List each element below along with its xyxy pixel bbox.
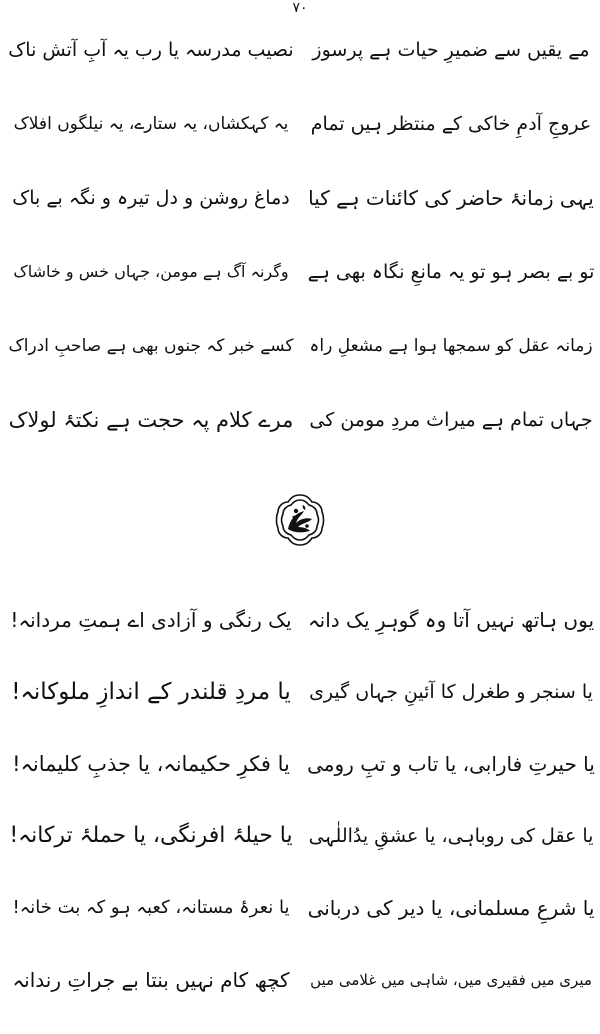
couplet: [0, 240, 600, 314]
verse-first-line: میری میں فقیری میں، شاہی میں غلامی میں: [310, 971, 592, 989]
couplet: [0, 314, 600, 388]
floral-medallion-icon: [274, 493, 326, 547]
verse-second-line: کسے خبر کہ جنوں بھی ہے صاحبِ ادراک: [8, 336, 294, 356]
couplet: [0, 588, 600, 660]
verse-second-line: مرے کلام پہ حجت ہے نکتۂ لولاک: [8, 408, 294, 432]
verse-first-line: زمانہ عقل کو سمجھا ہوا ہے مشعلِ راہ: [309, 336, 593, 356]
verse-second-line: یا فکرِ حکیمانہ، یا جذبِ کلیمانہ!: [12, 752, 290, 776]
couplet: [0, 166, 600, 240]
verse-first-line: یہی زمانۂ حاضر کی کائنات ہے کیا: [308, 186, 594, 210]
verse-first-line: یا سنجر و طغرل کا آئینِ جہاں گیری: [309, 681, 593, 703]
verse-second-line: یہ کہکشاں، یہ ستارے، یہ نیلگوں افلاک: [13, 114, 289, 134]
poem-1: [0, 18, 600, 462]
couplet: [0, 660, 600, 732]
couplet: [0, 18, 600, 92]
verse-first-line: یا عقل کی روباہی، یا عشقِ یدُاللٰہی: [308, 825, 594, 847]
couplet: [0, 876, 600, 948]
verse-second-line: کچھ کام نہیں بنتا بے جراتِ رندانہ: [12, 968, 290, 992]
verse-second-line: وگرنہ آگ ہے مومن، جہاں خس و خاشاک: [13, 262, 289, 281]
page-number: ۷۰: [292, 0, 308, 16]
verse-first-line: یوں ہاتھ نہیں آتا وہ گوہرِ یک دانہ: [307, 608, 595, 632]
verse-second-line: یا حیلۂ افرنگی، یا حملۂ ترکانہ!: [9, 823, 293, 848]
couplet: [0, 732, 600, 804]
couplet: [0, 804, 600, 876]
verse-first-line: یا حیرتِ فارابی، یا تاب و تبِ رومی: [307, 752, 595, 776]
verse-second-line: یک رنگی و آزادی اے ہمتِ مردانہ!: [10, 608, 292, 632]
verse-first-line: عروجِ آدمِ خاکی کے منتظر ہیں تمام: [310, 113, 592, 135]
verse-second-line: نصیب مدرسہ یا رب یہ آبِ آتش ناک: [8, 39, 294, 61]
verse-first-line: تو بے بصر ہو تو یہ مانعِ نگاہ بھی ہے: [307, 261, 595, 283]
verse-second-line: یا نعرۂ مستانہ، کعبہ ہو کہ بت خانہ!: [12, 897, 290, 918]
couplet: [0, 388, 600, 462]
verse-first-line: یا شرعِ مسلمانی، یا دیر کی دربانی: [307, 896, 595, 920]
verse-second-line: دماغ روشن و دل تیرہ و نگہ بے باک: [12, 187, 290, 209]
verse-first-line: جہاں تمام ہے میراث مردِ مومن کی: [309, 409, 593, 431]
poem-2: [0, 588, 600, 1020]
verse-second-line: یا مردِ قلندر کے اندازِ ملوکانہ!: [11, 679, 291, 705]
verse-first-line: مے یقیں سے ضمیرِ حیات ہے پرسوز: [312, 39, 590, 61]
couplet: [0, 92, 600, 166]
couplet: [0, 948, 600, 1020]
